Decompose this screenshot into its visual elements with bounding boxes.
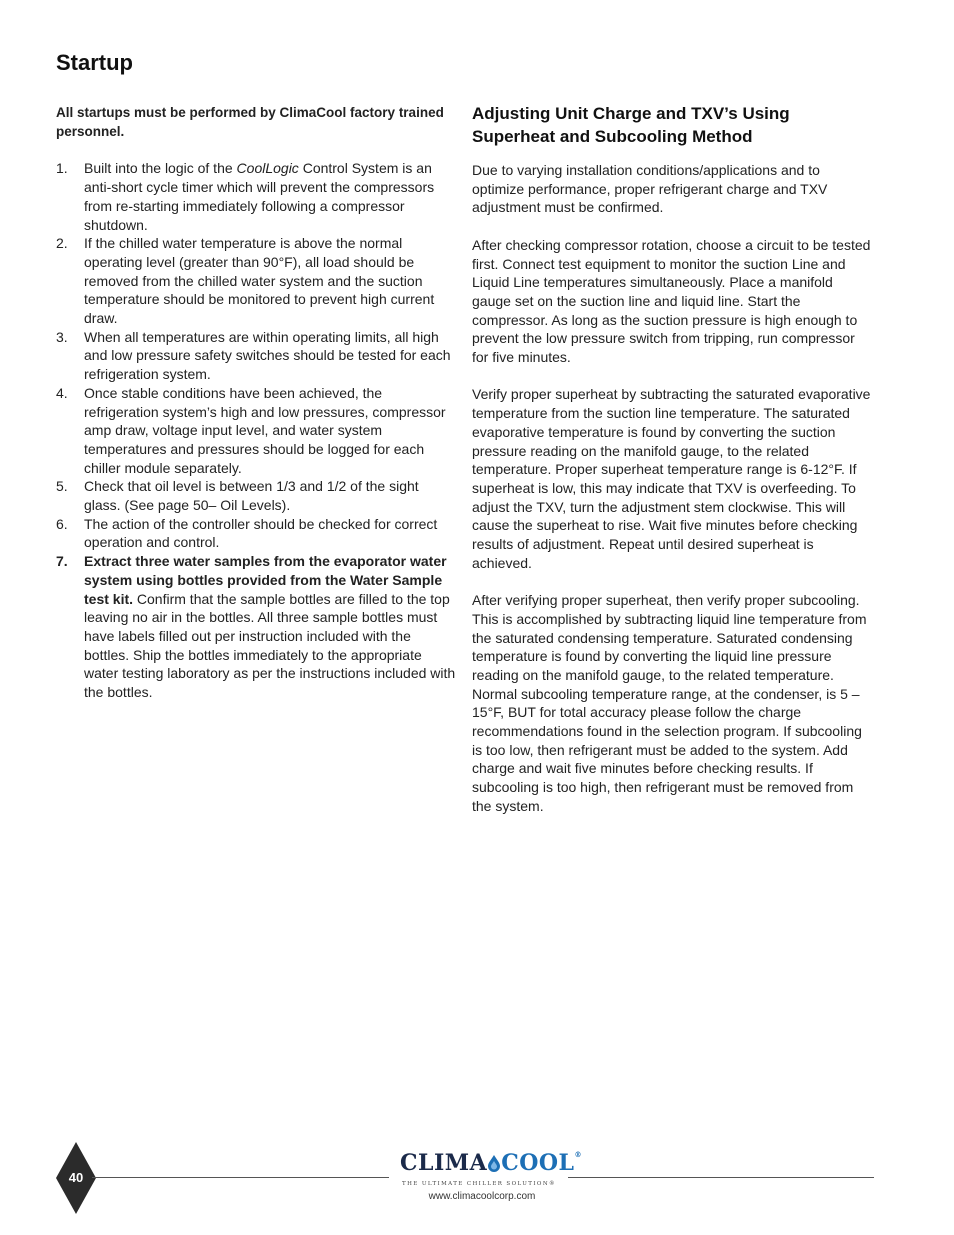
- page-number: 40: [68, 1170, 84, 1185]
- footer-url: www.climacoolcorp.com: [428, 1191, 536, 1202]
- paragraph: Due to varying installation conditions/applications and to optimize performance, proper refrigerant charge and TXV adjustment must be confirmed.: [472, 162, 828, 216]
- step-bold-text: Extract three water samples from the evaporator water system using bottles provided from the Water Sample test kit.: [84, 553, 447, 607]
- startup-steps: [56, 159, 456, 701]
- paragraph: After checking compressor rotation, choose a circuit to be tested first. Connect test equipment to monitor the suction Line and Liquid Line temperatures simultaneously. Place a manifold gauge set on the suction line and liquid line. Start the compressor. As long as the suction pressure is high enough to prevent the low pressure switch from tripping, run compressor for five minutes.: [472, 236, 871, 366]
- step-text: The action of the controller should be checked for correct operation and control.: [84, 515, 438, 551]
- step-text: When all temperatures are within operating limits, all high and low pressure safety switches should be tested for each refrigeration system.: [84, 328, 451, 383]
- list-item: [56, 159, 456, 234]
- logo-tagline: THE ULTIMATE CHILLER SOLUTION®: [402, 1181, 556, 1187]
- step-number: 1.: [56, 160, 68, 177]
- list-item: [56, 328, 456, 384]
- step-text: Once stable conditions have been achieved, the refrigeration system’s high and low pressures, compressor amp draw, voltage input level, and water system temperatures and pressures should be logged for each chiller module separately.: [84, 384, 446, 476]
- left-column: [56, 104, 456, 702]
- step-emphasis: CoolLogic: [236, 160, 299, 177]
- paragraph: Verify proper superheat by subtracting the saturated evaporative temperature from the suction line temperature. The saturated evaporative temperature is found by converting the suction pressure reading on the manifold gauge, to the related temperature. Proper superheat temperature range is 6-12°F. If superheat is low, this may indicate that TXV is overfeeding. To adjust the TXV, turn the adjustment stem clockwise. This will cause the superheat to rise. Wait five minutes before checking results of adjustment. Repeat until desired superheat is achieved.: [472, 386, 871, 571]
- list-item: [56, 477, 456, 514]
- water-drop-icon: [487, 1154, 501, 1172]
- climacool-logo: [400, 1150, 583, 1190]
- logo-cool-text: COOL: [501, 1150, 575, 1176]
- intro-note: All startups must be performed by ClimaCool factory trained personnel.: [56, 105, 444, 139]
- logo-registered-mark: ®: [574, 1150, 583, 1159]
- step-text: Confirm that the sample bottles are filled to the top leaving no air in the bottles. All three sample bottles must have labels filled out per instruction included with the bottles. Ship the bottles immediately to the appropriate water testing laboratory as per the instructions included with the bottles.: [84, 590, 456, 701]
- step-number: 2.: [56, 235, 68, 252]
- logo-clima-text: CLIMA: [400, 1150, 488, 1176]
- right-column: [472, 102, 872, 834]
- step-number: 5.: [56, 478, 68, 495]
- step-text: Built into the logic of the: [84, 160, 237, 177]
- footer-divider-left: [92, 1177, 389, 1178]
- step-number: 7.: [56, 553, 68, 570]
- list-item: [56, 515, 456, 552]
- step-number: 6.: [56, 515, 68, 532]
- step-text: Check that oil level is between 1/3 and 1/2 of the sight glass. (See page 50– Oil Levels).: [84, 478, 419, 514]
- list-item: [56, 384, 456, 478]
- step-text: If the chilled water temperature is above the normal operating level (greater than 90°F), all load should be removed from the chilled water system and the suction temperature should be monitored to prevent high current draw.: [84, 235, 435, 327]
- step-number: 3.: [56, 328, 68, 345]
- list-item: [56, 234, 456, 328]
- section-heading: Adjusting Unit Charge and TXV’s Using Superheat and Subcooling Method: [472, 104, 790, 146]
- paragraph: After verifying proper superheat, then verify proper subcooling. This is accomplished by subtracting liquid line temperature from the saturated condensing temperature. Saturated condensing temperature is found by converting the liquid line pressure reading on the manifold gauge, to the related temperature. Normal subcooling temperature range, at the condenser, is 5 – 15°F, BUT for total accuracy please follow the charge recommendations found in the selection program. If subcooling is too low, then refrigerant must be added to the system. Add charge and wait five minutes before checking results. If subcooling is too high, then refrigerant must be removed from the system.: [472, 592, 867, 814]
- footer-divider-right: [568, 1177, 874, 1178]
- page-title: Startup: [56, 50, 133, 75]
- list-item: [56, 552, 456, 702]
- step-text: Control System is an anti-short cycle timer which will prevent the compressors from re-starting immediately following a compressor shutdown.: [84, 160, 435, 233]
- step-number: 4.: [56, 384, 68, 401]
